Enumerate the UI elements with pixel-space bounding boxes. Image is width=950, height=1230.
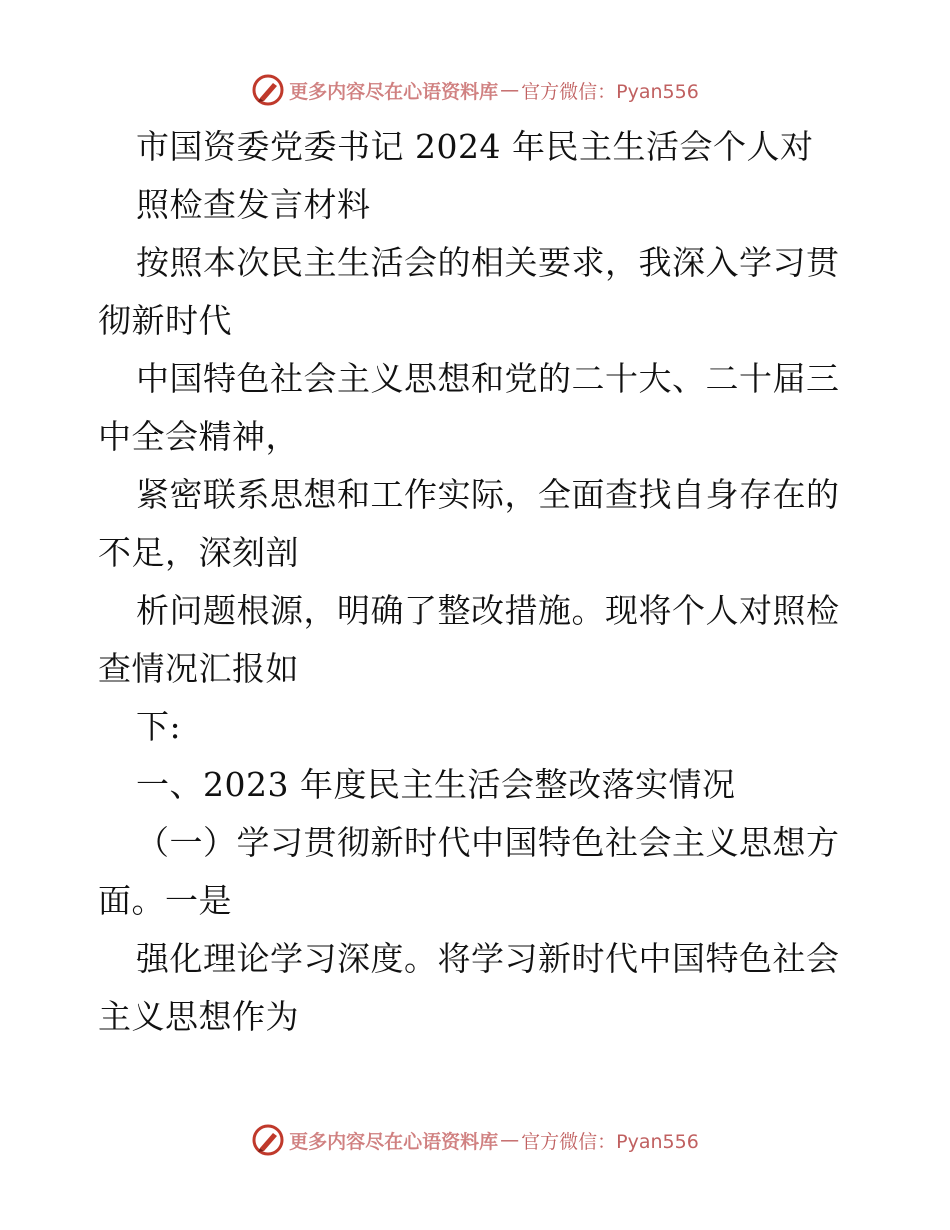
- paragraph-line: 查情况汇报如: [98, 649, 299, 688]
- paragraph-line: 面。一是: [98, 881, 232, 920]
- pen-logo-icon: [251, 73, 285, 107]
- watermark-separator: —: [500, 1129, 520, 1151]
- watermark-contact-text: 官方微信：Pyan556: [521, 80, 699, 103]
- paragraph-line: 中全会精神，: [98, 417, 299, 456]
- paragraph-line: 中国特色社会主义思想和党的二十大、二十届三: [136, 359, 840, 398]
- paragraph-line: 主义思想作为: [98, 997, 299, 1036]
- paragraph-line: 彻新时代: [98, 301, 232, 340]
- section-heading: 一、2023 年度民主生活会整改落实情况: [136, 765, 736, 804]
- paragraph-line: 下:: [136, 707, 182, 746]
- header-watermark: [0, 70, 950, 110]
- footer-watermark: [0, 1120, 950, 1160]
- watermark-brand-text: 更多内容尽在心语资料库: [289, 1130, 499, 1153]
- paragraph-line: 强化理论学习深度。将学习新时代中国特色社会: [136, 939, 840, 978]
- watermark-brand-text: 更多内容尽在心语资料库: [289, 80, 499, 103]
- paragraph-line: 析问题根源，明确了整改措施。现将个人对照检: [136, 591, 840, 630]
- paragraph-line: 按照本次民主生活会的相关要求，我深入学习贯: [136, 243, 840, 282]
- watermark-separator: —: [500, 79, 520, 101]
- paragraph-line: 紧密联系思想和工作实际，全面查找自身存在的: [136, 475, 840, 514]
- document-title-line-1: 市国资委党委书记 2024 年民主生活会个人对: [136, 127, 814, 166]
- document-title-line-2: 照检查发言材料: [136, 185, 371, 224]
- pen-logo-icon: [251, 1123, 285, 1157]
- watermark-contact-text: 官方微信：Pyan556: [521, 1130, 699, 1153]
- subsection-heading: （一）学习贯彻新时代中国特色社会主义思想方: [136, 823, 840, 862]
- paragraph-line: 不足，深刻剖: [98, 533, 299, 572]
